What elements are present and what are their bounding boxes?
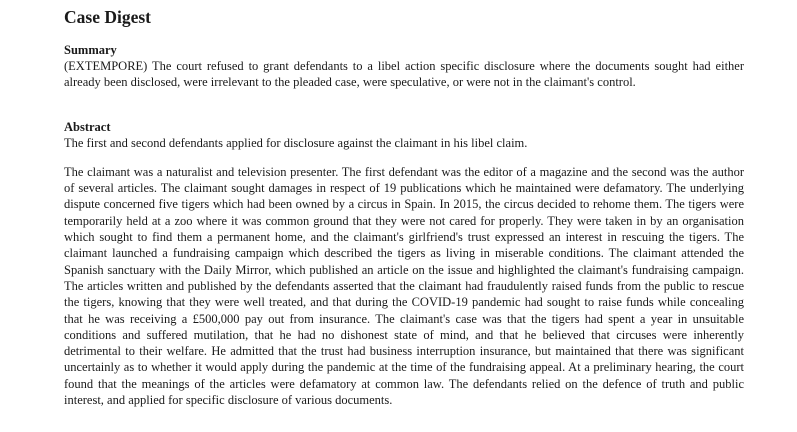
summary-heading: Summary (64, 43, 117, 57)
case-digest-document (64, 6, 744, 408)
abstract-paragraph-2: The claimant was a naturalist and television presenter. The first defendant was the editor of a magazine and the second was the author of several articles. The claimant sought damages in respect of 19 publications which he maintained were defamatory. The underlying dispute concerned five tigers which had been owned by a circus in Spain. In 2015, the circus decided to rehome them. The tigers were temporarily held at a zoo where it was common ground that they were not cared for properly. They were taken in by an organisation which sought to find them a permanent home, and the claimant's girlfriend's trust expressed an interest in rescuing the tigers. The claimant launched a fundraising campaign which described the tigers as living in miserable conditions. The claimant attended the Spanish sanctuary with the Daily Mirror, which published an article on the issue and highlighted the claimant's fundraising campaign. The articles written and published by the defendants asserted that the claimant had fraudulently raised funds from the public to rescue the tigers, knowing that they were well treated, and that during the COVID-19 pandemic had sought to raise funds while concealing that he was receiving a £500,000 pay out from insurance. The claimant's case was that the tigers had spent a year in unsuitable conditions and suffered mutilation, that he had no dishonest state of mind, and that he believed that circuses were inherently detrimental to their welfare. He admitted that the trust had business interruption insurance, but maintained that there was significant uncertainly as to whether it would apply during the pandemic at the time of the fundraising appeal. At a preliminary hearing, the court found that the meanings of the articles were defamatory at common law. The defendants relied on the defence of truth and public interest, and applied for specific disclosure of various documents. (64, 164, 744, 408)
page-title: Case Digest (64, 7, 151, 27)
abstract-heading: Abstract (64, 119, 111, 134)
abstract-paragraph-1: The first and second defendants applied for disclosure against the claimant in his libel claim. (64, 135, 528, 150)
paragraph-spacer (64, 151, 744, 164)
summary-section (64, 42, 744, 91)
abstract-section (64, 119, 744, 409)
summary-text: (EXTEMPORE) The court refused to grant defendants to a libel action specific disclosure where the documents sought had either already been disclosed, were irrelevant to the pleaded case, were speculative, or were not in the claimant's control. (64, 59, 744, 90)
